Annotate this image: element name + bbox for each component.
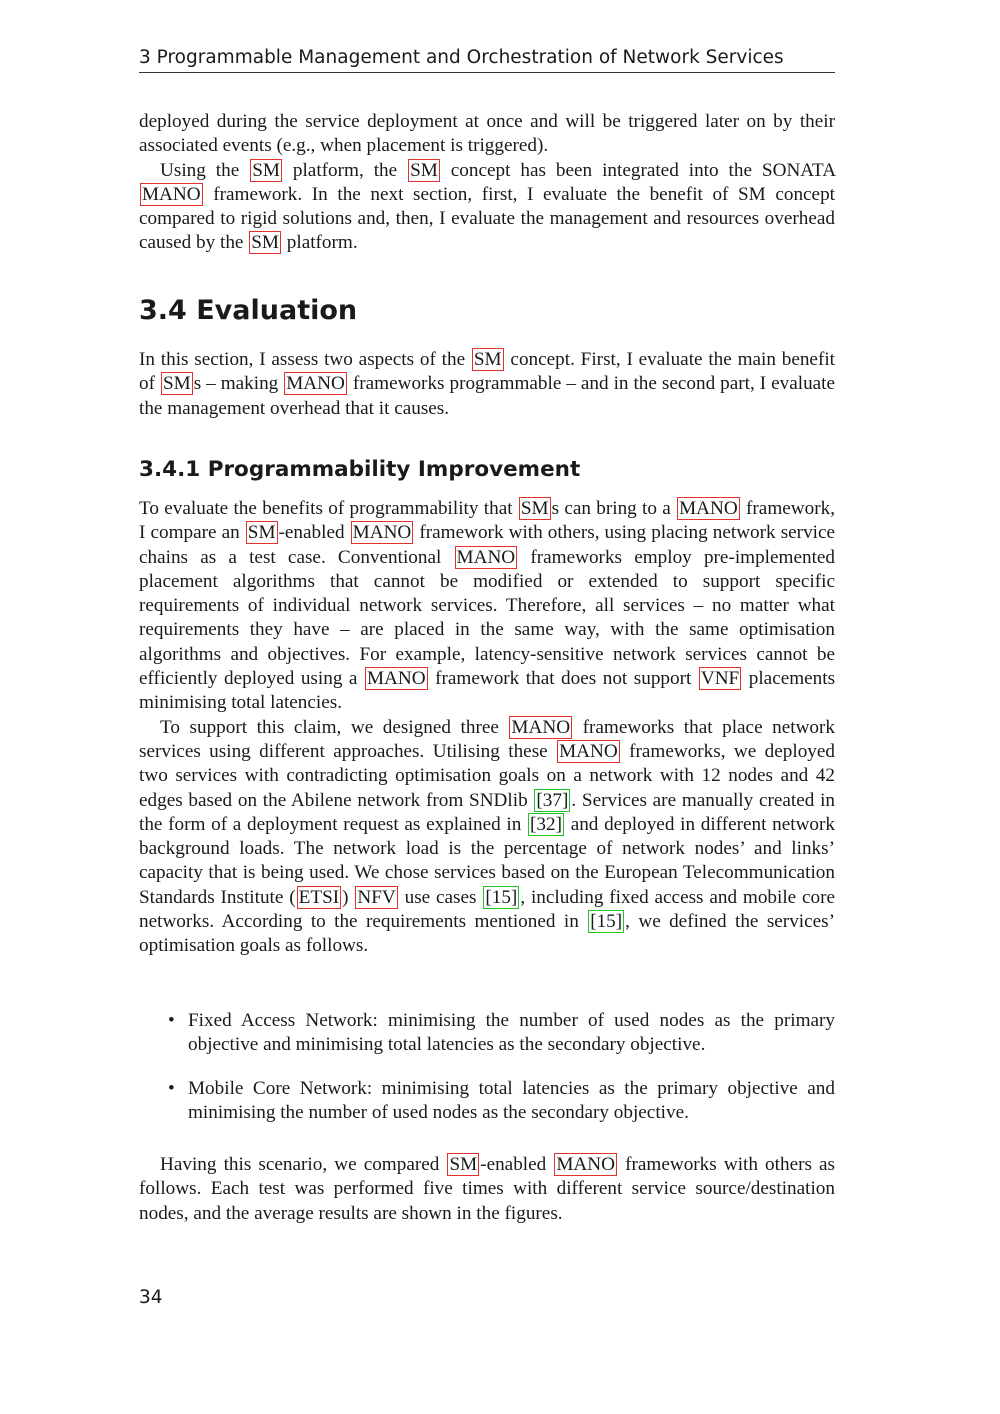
- acronym-link-mano[interactable]: MANO: [286, 373, 345, 395]
- bullet-icon: •: [168, 1010, 175, 1031]
- bullet-icon: •: [168, 1077, 175, 1099]
- acronym-link-nfv[interactable]: NFV: [357, 886, 396, 908]
- section-heading: 3.4 Evaluation: [139, 295, 358, 326]
- acronym-link-mano[interactable]: MANO: [352, 522, 412, 544]
- acronym-link-sm[interactable]: SM: [162, 373, 191, 395]
- acronym-link-sm[interactable]: SM: [252, 159, 280, 181]
- acronym-link-mano[interactable]: MANO: [511, 716, 571, 738]
- running-head: 3 Programmable Management and Orchestration of Network Services: [139, 46, 835, 73]
- closing-text: [139, 1153, 835, 1226]
- citation-link[interactable]: [15]: [485, 886, 518, 908]
- paragraph: To support this claim, we designed three MANO frameworks that place network services using different approaches. Utilising these MANO frameworks, we deployed two services with contradicting optimisation goals on a network with 12 nodes and 42 edges based on the Abilene network from SNDlib [37] . Services are manually created in the form of a deployment request as explained in [32] and deployed in different network background loads. The network load is the percentage of network nodes’ and links’ capacity that is being used. We chose services based on the European Telecommunication Standards Institute ( ETSI ) NFV use cases [15] , including fixed access and mobile core networks. According to the requirements mentioned in [15] , we defined the services’ optimisation goals as follows.: [139, 716, 836, 957]
- acronym-link-mano[interactable]: MANO: [366, 668, 426, 690]
- acronym-link-sm[interactable]: SM: [449, 1154, 478, 1175]
- paragraph: deployed during the service deployment at once and will be triggered later on by their associated events (e.g., when placement is triggered).: [139, 111, 835, 157]
- intro-text: [139, 110, 835, 256]
- acronym-link-sm[interactable]: SM: [520, 498, 549, 519]
- paragraph: Having this scenario, we compared SM -enabled MANO frameworks with others as follows. Each test was performed five times with different service source/destination nodes, and the average results are shown in the figures.: [139, 1154, 836, 1224]
- citation-link[interactable]: [37]: [536, 789, 569, 811]
- subsection-heading: 3.4.1 Programmability Improvement: [139, 457, 581, 482]
- list-item: • Mobile Core Network: minimising total latencies as the primary objective and minimising the number of used nodes as the secondary objective.: [168, 1077, 835, 1123]
- acronym-link-mano[interactable]: MANO: [142, 183, 201, 205]
- acronym-link-mano[interactable]: MANO: [559, 740, 618, 762]
- paragraph: Using the SM platform, the SM concept has been integrated into the SONATA MANO framework. In the next section, first, I evaluate the benefit of SM concept compared to rigid solutions and, then, I evaluate the management and resources overhead caused by the SM platform.: [139, 159, 836, 254]
- acronym-link-sm[interactable]: SM: [473, 349, 502, 370]
- citation-link[interactable]: [15]: [590, 911, 623, 933]
- acronym-link-sm[interactable]: SM: [410, 159, 438, 181]
- acronym-link-sm[interactable]: SM: [247, 522, 276, 544]
- paragraph: To evaluate the benefits of programmability that SM s can bring to a MANO framework, I compare an SM -enabled MANO framework with others, using placing network service chains as a test case. Conventional MANO frameworks employ pre-implemented placement algorithms that cannot be modified or extended to support specific requirements of individual network services. Therefore, all services – no matter what requirements they have – are placed in the same way, with the same optimisation algorithms and objectives. For example, latency-sensitive network services cannot be efficiently deployed using a MANO framework that does not support VNF placements minimising total latencies.: [139, 498, 836, 714]
- acronym-link-mano[interactable]: MANO: [456, 546, 516, 568]
- bullet-list: [160, 1009, 835, 1144]
- acronym-link-etsi[interactable]: ETSI: [298, 886, 340, 908]
- subsection-body: [139, 497, 835, 959]
- list-item: • Fixed Access Network: minimising the number of used nodes as the primary objective and minimising total latencies as the secondary objective.: [168, 1010, 835, 1056]
- acronym-link-vnf[interactable]: VNF: [700, 668, 740, 690]
- paragraph: In this section, I assess two aspects of the SM concept. First, I evaluate the main benefit of SM s – making MANO frameworks programmable – and in the second part, I evaluate the management overhead that it causes.: [139, 349, 836, 419]
- citation-link[interactable]: [32]: [530, 813, 562, 835]
- section-intro: [139, 348, 835, 421]
- page-number: 34: [139, 1287, 163, 1308]
- acronym-link-sm[interactable]: SM: [251, 232, 279, 254]
- acronym-link-mano[interactable]: MANO: [556, 1154, 615, 1175]
- acronym-link-mano[interactable]: MANO: [679, 498, 738, 519]
